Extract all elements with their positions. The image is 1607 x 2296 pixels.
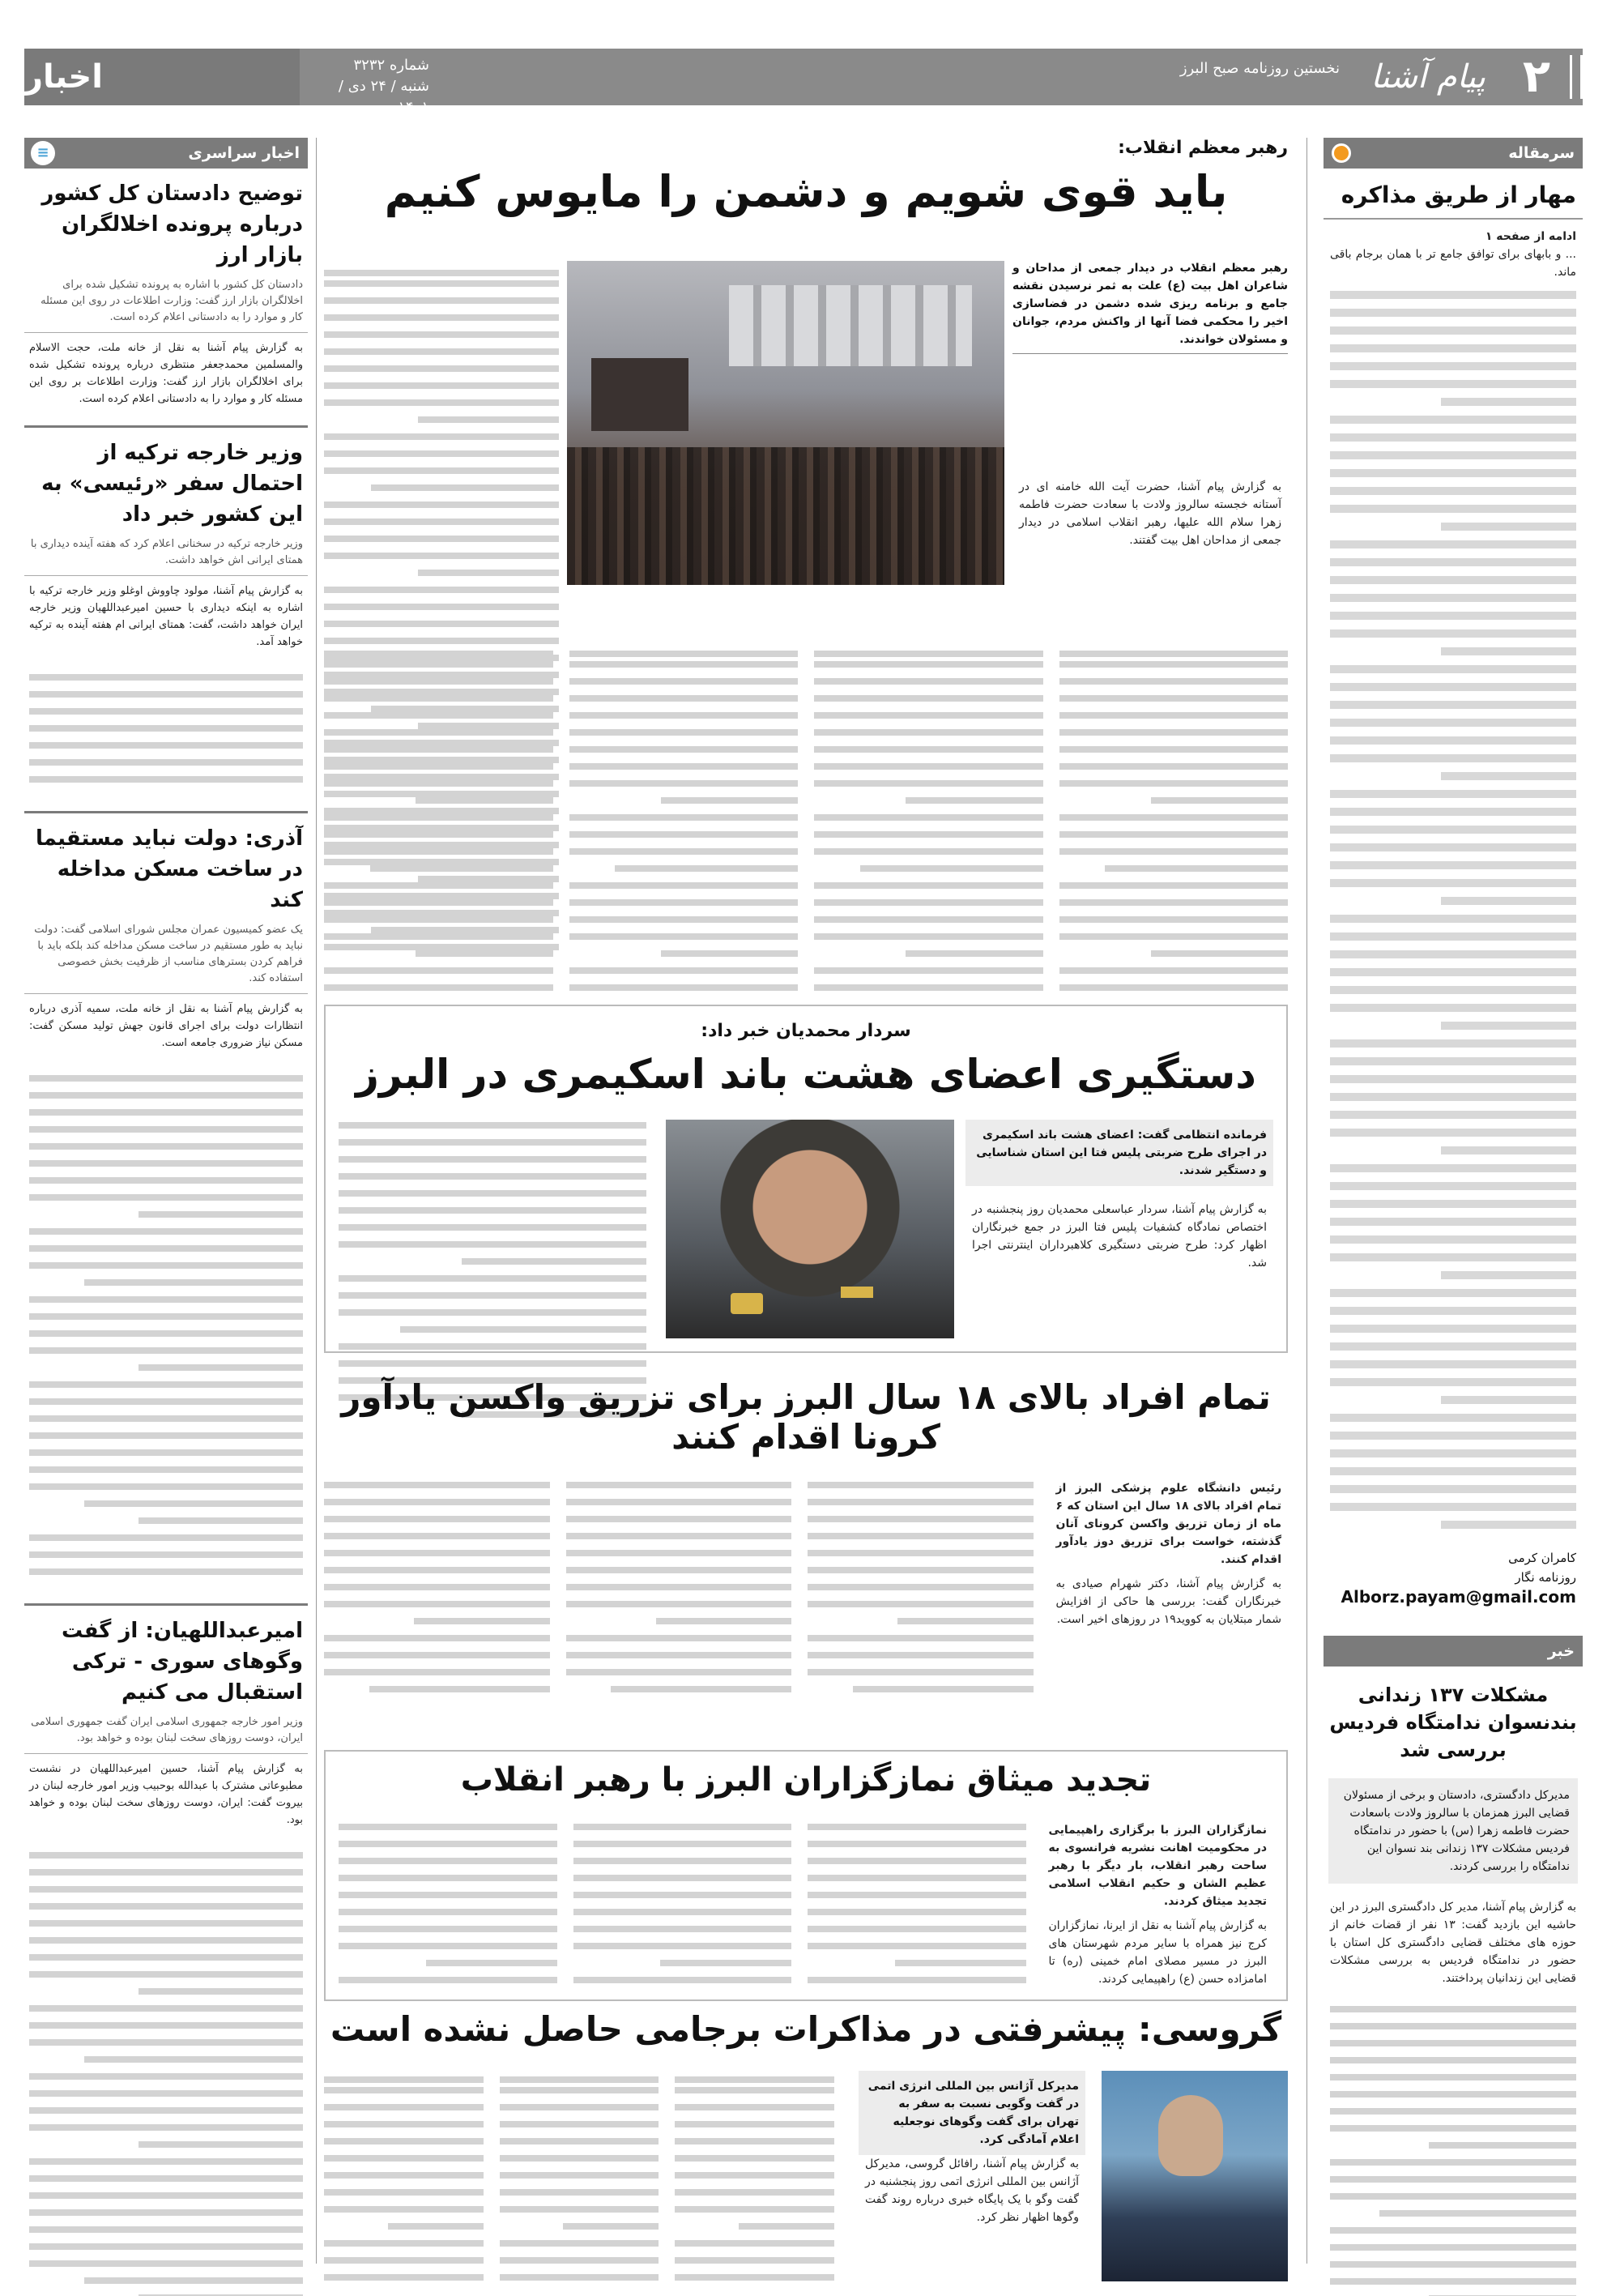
lead-text-column xyxy=(324,259,559,287)
brief-lead: وزیر امور خارجه جمهوری اسلامی ایران گفت جمهوری اسلامی ایران، دوست روزهای سخت لبنان بوده و خواهد بود. xyxy=(24,1714,308,1754)
story4-text-column xyxy=(339,1813,557,1994)
brief-body: به گزارش پیام آشنا به نقل از خانه ملت، حجت الاسلام والمسلمین محمدجعفر منتظری درباره پرونده تشکیل شده برای اخلالگران بازار ارز گفت: وزارت اطلاعات بر روی این مسئله کار و موارد را به دادستانی اعلام کرده است. xyxy=(29,342,303,405)
story3-body: به گزارش پیام آشنا، دکتر شهرام صیادی به خبرنگاران گفت: بررسی ها حاکی از افزایش شمار مبتلایان به کووید۱۹ در روزهای اخیر است. xyxy=(1055,1577,1281,1626)
story2-body: به گزارش پیام آشنا، سردار عباسعلی محمدیان روز پنجشنبه در اختصاص نمادگاه کشفیات پلیس فتا البرز در جمع خبرنگاران اظهار کرد: طرح ضربتی دستگیری کلاهبرداران اینترنتی اجرا شد. xyxy=(972,1203,1267,1270)
story2-headline: دستگیری اعضای هشت باند اسکیمری در البرز xyxy=(356,1051,1256,1098)
newspaper-tagline: نخستین روزنامه صبح البرز xyxy=(1179,60,1340,77)
editorial-column xyxy=(1324,138,1583,2296)
story4-lead-text: نمازگزاران البرز با برگزاری راهپیمایی در محکومیت اهانت نشریه فرانسوی به ساحت رهبر انقلاب، بار دیگر با رهبر عظیم الشان و حکیم انقلاب اسلامی تجدید میثاق کردند. xyxy=(1048,1824,1267,1908)
page-number: ۲ xyxy=(1522,50,1550,103)
briefs-section-label: اخبار سراسری xyxy=(188,144,300,162)
briefs-column xyxy=(24,138,308,2296)
story5-headline: گروسی: پیشرفتی در مذاکرات برجامی حاصل نشده است xyxy=(330,2009,1282,2049)
brief-title: وزیر خارجه ترکیه از احتمال سفر «رئیسی» به این کشور خبر داد xyxy=(41,441,303,527)
briefs-header xyxy=(24,138,308,169)
editorial-title: مهار از طریق مذاکره xyxy=(1324,169,1583,220)
editorial-text-lines xyxy=(1330,291,1576,1529)
editorial-header xyxy=(1324,138,1583,169)
column-divider xyxy=(1306,138,1307,2264)
issue-info xyxy=(316,55,429,118)
story4-lead xyxy=(1042,1813,1274,1994)
lead-text-columns xyxy=(324,640,1288,668)
editorial-body xyxy=(1324,220,1583,1529)
editorial-author xyxy=(1324,1538,1583,1616)
brief-lead: وزیر خارجه ترکیه در سخنانی اعلام کرد که هفته آینده دیداری با همتای ایرانی اش خواهد داشت. xyxy=(24,536,308,576)
story4-headline: تجدید میثاق نمازگزاران البرز با رهبر انقلاب xyxy=(460,1761,1152,1799)
issue-date: شنبه / ۲۴ دی / ۱۴۰۱ xyxy=(338,78,429,116)
lead-photo xyxy=(567,261,1004,585)
brief-text-lines xyxy=(24,1835,308,2296)
lead-kicker: رهبر معظم انقلاب: xyxy=(1118,138,1288,158)
brief-lead: یک عضو کمیسیون عمران مجلس شورای اسلامی گفت: دولت نباید به طور مستقیم در ساخت مسکن مداخله کند بلکه باید با فراهم کردن بسترهای مناسب از ظرفیت بخش خصوصی استفاده کند. xyxy=(24,922,308,994)
newspaper-logo: پیام آشنا xyxy=(1370,58,1486,96)
story3-text-column xyxy=(808,1471,1034,1703)
section-title: اخبار xyxy=(24,49,300,105)
notepad-icon: ≡ xyxy=(31,141,55,165)
news-box-title: مشکلات ۱۳۷ زندانی بندنسوان ندامتگاه فردیس بررسی شد xyxy=(1329,1684,1577,1761)
brief-body: به گزارش پیام آشنا، حسین امیرعبداللهیان در نشست مطبوعاتی مشترک با عبدالله بوحبیب وزیر امور خارجه لبنان در بیروت گفت: ایران، دوست روزهای سخت لبنان بوده و خواهد بود. xyxy=(29,1763,303,1826)
column-divider xyxy=(316,138,317,2264)
lead-body: به گزارش پیام آشنا، حضرت آیت الله خامنه ای در آستانه خجسته سالروز ولادت با سعادت حضرت فاطمه زهرا سلام الله علیها، رهبر انقلاب اسلامی در دیدار جمعی از مداحان اهل بیت گفتند. xyxy=(1019,480,1281,547)
news-box-body: به گزارش پیام آشنا، مدیر کل دادگستری البرز در این حاشیه این بازدید گفت: ۱۳ نفر از قضات خانم از حوزه های مختلف قضایی دادگستری کل استان با حضور در ندامتگاه فردیس به بررسی مشکلات قضایی این زندانیان پرداختند. xyxy=(1330,1901,1576,1985)
eye-icon xyxy=(1332,143,1351,163)
story2-lead: فرمانده انتظامی گفت: اعضای هشت باند اسکیمری در اجرای طرح ضربتی پلیس فتا این استان شناسایی و دستگیر شدند. xyxy=(965,1120,1273,1186)
story5-body: به گزارش پیام آشنا، رافائل گروسی، مدیرکل آژانس بین المللی انرژی اتمی روز پنجشنبه در گفت وگو با یک پایگاه خبری درباره روند گفت وگوها اظهار نظر کرد. xyxy=(865,2157,1079,2224)
story-skimmer-gangs xyxy=(324,1005,1288,1353)
editorial-excerpt: ... و بابهای برای توافق جامع تر با همان برجام باقی ماند. xyxy=(1330,248,1576,279)
author-role: روزنامه نگار xyxy=(1515,1570,1576,1585)
story5-lead: مدیرکل آژانس بین المللی انرژی اتمی در گفت وگویی نسبت به سفر به تهران برای گفت وگوهای نوجعلیه اعلام آمادگی کرد. xyxy=(859,2071,1085,2155)
brief-lead: دادستان کل کشور با اشاره به پرونده تشکیل شده برای اخلالگران بازار ارز گفت: وزارت اطلاعات در روی این مسئله کار و موارد را به دادستانی اعلام کرده است. xyxy=(24,277,308,333)
story4-text-column xyxy=(808,1813,1026,1994)
brief-item xyxy=(24,169,308,414)
lead-story xyxy=(324,138,1288,547)
issue-number: شماره ۳۲۳۲ xyxy=(353,57,429,74)
brief-item xyxy=(24,1606,308,2296)
story3-columns xyxy=(324,1471,1288,1703)
brief-title: توضیح دادستان کل کشور درباره پرونده اخلالگران بازار ارز xyxy=(41,181,303,267)
story4-body: به گزارش پیام آشنا به نقل از ایرنا، نمازگزاران کرج نیز همراه با سایر مردم شهرستان های البرز در مسیر مصلای امام خمینی (ره) تا امامزاده حسن (ع) راهپیمایی کردند. xyxy=(1048,1919,1267,1986)
story3-headline: تمام افراد بالای ۱۸ سال البرز برای تزریق واکسن یادآور کرونا اقدام کنند xyxy=(341,1377,1271,1457)
story3-text-column xyxy=(566,1471,792,1703)
story-grossi xyxy=(324,2009,1288,2224)
story4-text-column xyxy=(573,1813,792,1994)
brief-text-lines xyxy=(24,1058,308,1592)
editorial-section-label: سرمقاله xyxy=(1508,144,1575,162)
story-vaccine xyxy=(324,1377,1288,1703)
author-name: کامران کرمی xyxy=(1508,1551,1576,1565)
story4-columns xyxy=(326,1813,1286,1994)
brief-item xyxy=(24,428,308,800)
masthead-bars-icon xyxy=(1570,55,1583,99)
news-box-lead: مدیرکل دادگستری، دادستان و برخی از مسئولان قضایی البرز همزمان با سالروز ولادت باسعادت حضرت فاطمه زهرا (س) با حضور در ندامتگاه فردیس مشکلات ۱۳۷ زندانی بند نسوان این ندامتگاه را بررسی کردند. xyxy=(1328,1778,1578,1884)
news-box xyxy=(1324,1636,1583,2296)
brief-title: امیرعبداللهیان: از گفت وگوهای سوری - ترکی استقبال می کنیم xyxy=(62,1619,303,1705)
story5-text-columns xyxy=(324,2066,834,2093)
story2-photo xyxy=(666,1120,954,1338)
news-box-section-label: خبر xyxy=(1547,1642,1575,1660)
story5-photo xyxy=(1102,2071,1288,2281)
editorial-continued: ادامه از صفحه ۱ xyxy=(1485,230,1576,243)
story3-lead-text: رئیس دانشگاه علوم پزشکی البرز از تمام افراد بالای ۱۸ سال این استان که ۶ ماه از زمان تزریق واکسن کرونای آنان گذشته، خواست برای تزریق دوز یادآور اقدام کنند. xyxy=(1055,1482,1281,1566)
story2-kicker: سردار محمدیان خبر داد: xyxy=(701,1021,911,1041)
lead-headline: باید قوی شویم و دشمن را مایوس کنیم xyxy=(384,166,1228,217)
brief-title: آذری: دولت نباید مستقیما در ساخت مسکن مداخله کند xyxy=(35,826,303,912)
brief-text-lines xyxy=(24,657,308,800)
story3-lead xyxy=(1050,1471,1289,1703)
news-box-text-lines xyxy=(1324,1987,1583,2296)
news-box-header xyxy=(1324,1636,1583,1667)
masthead xyxy=(24,49,1583,116)
brief-item xyxy=(24,813,308,1592)
lead-intro: رهبر معظم انقلاب در دیدار جمعی از مداحان و شاعران اهل بیت (ع) علت به ثمر نرسیدن نقشه جامع و برنامه ریزی شده دشمن در فضاسازی اخیر را محکمی فضا آنها از واکنش مردم، جوانان و مسئولان خواندند. xyxy=(1012,259,1288,354)
author-email-link[interactable]: Alborz.payam@gmail.com xyxy=(1341,1587,1576,1607)
story3-text-column xyxy=(324,1471,550,1703)
brief-body: به گزارش پیام آشنا به نقل از خانه ملت، سمیه آذری درباره انتظارات دولت برای اجرای قانون جهش تولید مسکن گفت: مسکن نیاز ضروری جامعه است. xyxy=(29,1003,303,1049)
brief-body: به گزارش پیام آشنا، مولود چاووش اوغلو وزیر خارجه ترکیه با اشاره به اینکه دیداری با حسین امیرعبداللهیان وزیر خارجه ایران خواهد داشت، گفت: همتای ایرانی ام هفته آینده به ترکیه خواهد آمد. xyxy=(29,585,303,648)
story-prayer-march xyxy=(324,1750,1288,2001)
